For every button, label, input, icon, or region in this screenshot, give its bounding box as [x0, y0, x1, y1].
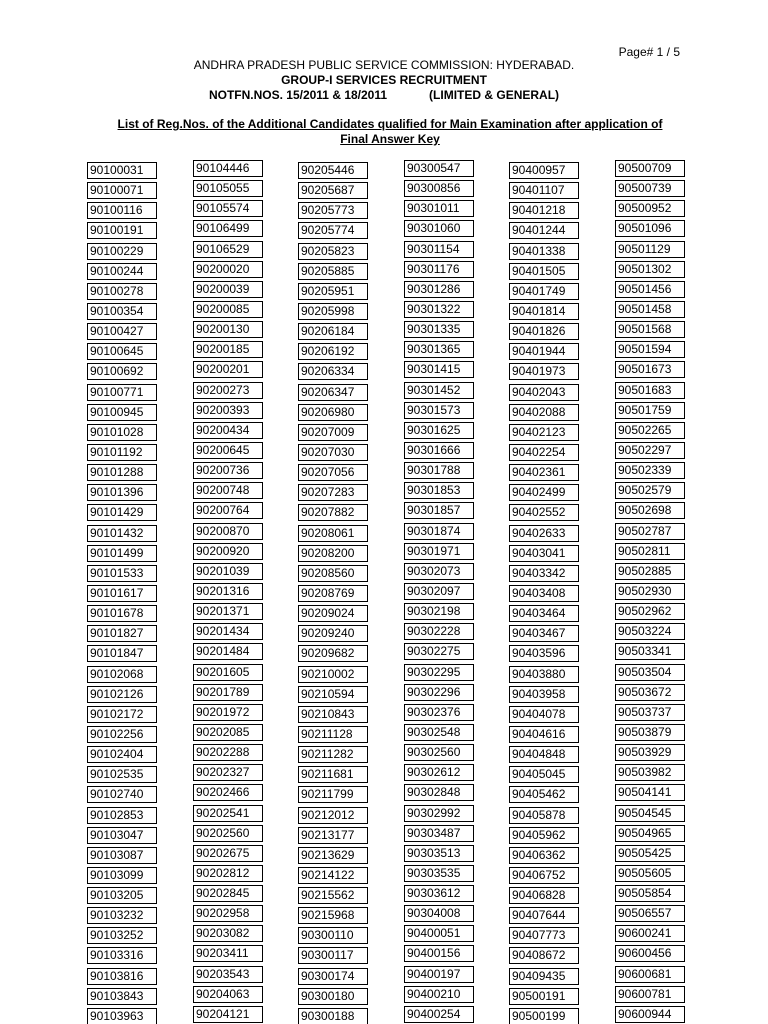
reg-number-cell: 90202541 [193, 805, 263, 822]
reg-number-cell: 90102740 [87, 786, 157, 803]
reg-number-cell: 90301573 [404, 402, 474, 419]
reg-number-cell: 90212012 [298, 807, 368, 824]
reg-number-cell: 90400197 [404, 966, 474, 983]
reg-number-cell: 90501096 [615, 220, 685, 237]
reg-number-cell: 90302612 [404, 764, 474, 781]
reg-number-cell: 90206192 [298, 343, 368, 360]
column-4 [404, 160, 474, 1024]
reg-number-cell: 90301971 [404, 543, 474, 560]
reg-number-cell: 90100354 [87, 303, 157, 320]
reg-number-cell: 90103252 [87, 927, 157, 944]
reg-number-cell: 90215562 [298, 887, 368, 904]
reg-number-cell: 90403958 [509, 686, 579, 703]
reg-number-cell: 90105055 [193, 180, 263, 197]
reg-number-cell: 90201484 [193, 643, 263, 660]
reg-number-cell: 90303487 [404, 825, 474, 842]
reg-number-cell: 90205885 [298, 263, 368, 280]
reg-number-cell: 90301625 [404, 422, 474, 439]
reg-number-cell: 90401505 [509, 263, 579, 280]
reg-number-cell: 90302275 [404, 643, 474, 660]
reg-number-cell: 90400957 [509, 162, 579, 179]
reg-number-cell: 90402552 [509, 504, 579, 521]
reg-number-cell: 90200273 [193, 382, 263, 399]
reg-number-cell: 90204121 [193, 1006, 263, 1023]
organization-name: ANDHRA PRADESH PUBLIC SERVICE COMMISSION: HYDERABAD. [193, 58, 575, 72]
reg-number-cell: 90503982 [615, 764, 685, 781]
reg-number-cell: 90600241 [615, 925, 685, 942]
reg-number-cell: 90505854 [615, 885, 685, 902]
reg-number-cell: 90204063 [193, 986, 263, 1003]
subtitle-line-2: Final Answer Key [340, 132, 440, 146]
notification-numbers: NOTFN.NOS. 15/2011 & 18/2011 [208, 88, 388, 102]
reg-number-cell: 90302376 [404, 704, 474, 721]
reg-number-cell: 90201316 [193, 583, 263, 600]
reg-number-cell: 90403880 [509, 666, 579, 683]
reg-number-cell: 90207030 [298, 444, 368, 461]
reg-number-cell: 90504141 [615, 784, 685, 801]
reg-number-cell: 90502339 [615, 462, 685, 479]
reg-number-cell: 90200039 [193, 281, 263, 298]
reg-number-cell: 90301788 [404, 462, 474, 479]
reg-number-cell: 90501673 [615, 361, 685, 378]
notification-category: (LIMITED & GENERAL) [429, 88, 560, 102]
reg-number-cell: 90301176 [404, 261, 474, 278]
reg-number-cell: 90500739 [615, 180, 685, 197]
column-2 [193, 160, 263, 1024]
reg-number-cell: 90506557 [615, 905, 685, 922]
reg-number-cell: 90205687 [298, 182, 368, 199]
reg-number-cell: 90301322 [404, 301, 474, 318]
reg-number-cell: 90101533 [87, 565, 157, 582]
reg-number-cell: 90406752 [509, 867, 579, 884]
reg-number-cell: 90200185 [193, 341, 263, 358]
reg-number-cell: 90101396 [87, 484, 157, 501]
reg-number-cell: 90403596 [509, 645, 579, 662]
reg-number-cell: 90102853 [87, 807, 157, 824]
column-3 [298, 162, 368, 1024]
reg-number-cell: 90202085 [193, 724, 263, 741]
reg-number-cell: 90502265 [615, 422, 685, 439]
reg-number-cell: 90503737 [615, 704, 685, 721]
reg-number-cell: 90200748 [193, 482, 263, 499]
reg-number-cell: 90207009 [298, 424, 368, 441]
reg-number-cell: 90402361 [509, 464, 579, 481]
reg-number-cell: 90206184 [298, 323, 368, 340]
reg-number-cell: 90404078 [509, 706, 579, 723]
reg-number-cell: 90404616 [509, 726, 579, 743]
reg-number-cell: 90409435 [509, 968, 579, 985]
reg-number-cell: 90211128 [298, 726, 368, 743]
notification-line [0, 88, 768, 103]
reg-number-cell: 90501458 [615, 301, 685, 318]
reg-number-cell: 90501683 [615, 382, 685, 399]
reg-number-cell: 90101192 [87, 444, 157, 461]
reg-number-cell: 90600944 [615, 1006, 685, 1023]
reg-number-cell: 90303535 [404, 865, 474, 882]
reg-number-cell: 90505605 [615, 865, 685, 882]
recruitment-title: GROUP-I SERVICES RECRUITMENT [281, 73, 487, 87]
reg-number-cell: 90103047 [87, 827, 157, 844]
reg-number-cell: 90205998 [298, 303, 368, 320]
reg-number-cell: 90301154 [404, 241, 474, 258]
reg-number-cell: 90405462 [509, 786, 579, 803]
reg-number-cell: 90102172 [87, 706, 157, 723]
reg-number-cell: 90209240 [298, 625, 368, 642]
reg-number-cell: 90505425 [615, 845, 685, 862]
reg-number-cell: 90206347 [298, 384, 368, 401]
list-subtitle [90, 117, 690, 147]
reg-number-cell: 90408672 [509, 947, 579, 964]
reg-number-cell: 90103099 [87, 867, 157, 884]
reg-number-cell: 90501759 [615, 402, 685, 419]
reg-number-cell: 90301286 [404, 281, 474, 298]
reg-number-cell: 90205773 [298, 202, 368, 219]
reg-number-cell: 90401944 [509, 343, 579, 360]
reg-number-cell: 90100244 [87, 263, 157, 280]
reg-number-cell: 90301452 [404, 382, 474, 399]
reg-number-cell: 90600681 [615, 966, 685, 983]
page-number: Page# 1 / 5 [618, 45, 680, 59]
reg-number-cell: 90502698 [615, 502, 685, 519]
reg-number-cell: 90100031 [87, 162, 157, 179]
reg-number-cell: 90401814 [509, 303, 579, 320]
reg-number-cell: 90202812 [193, 865, 263, 882]
reg-number-cell: 90200645 [193, 442, 263, 459]
reg-number-cell: 90301060 [404, 220, 474, 237]
reg-number-cell: 90209024 [298, 605, 368, 622]
reg-number-cell: 90103843 [87, 988, 157, 1005]
column-1 [87, 162, 157, 1024]
reg-number-cell: 90102535 [87, 766, 157, 783]
reg-number-cell: 90401218 [509, 202, 579, 219]
document-header [0, 58, 768, 103]
reg-number-cell: 90300110 [298, 927, 368, 944]
reg-number-cell: 90502962 [615, 603, 685, 620]
reg-number-cell: 90403342 [509, 565, 579, 582]
reg-number-cell: 90301874 [404, 523, 474, 540]
reg-number-cell: 90403464 [509, 605, 579, 622]
reg-number-cell: 90401749 [509, 283, 579, 300]
reg-number-cell: 90400210 [404, 986, 474, 1003]
reg-number-cell: 90200434 [193, 422, 263, 439]
reg-number-cell: 90203082 [193, 925, 263, 942]
reg-number-cell: 90502811 [615, 543, 685, 560]
reg-number-cell: 90200020 [193, 261, 263, 278]
reg-number-cell: 90103232 [87, 907, 157, 924]
reg-number-cell: 90503672 [615, 684, 685, 701]
reg-number-cell: 90101288 [87, 464, 157, 481]
reg-number-cell: 90405045 [509, 766, 579, 783]
reg-number-cell: 90215968 [298, 907, 368, 924]
reg-number-cell: 90402254 [509, 444, 579, 461]
reg-number-cell: 90211799 [298, 786, 368, 803]
reg-number-cell: 90100771 [87, 384, 157, 401]
reg-number-cell: 90503341 [615, 643, 685, 660]
reg-number-cell: 90202845 [193, 885, 263, 902]
reg-number-cell: 90201972 [193, 704, 263, 721]
subtitle-line-1: List of Reg.Nos. of the Additional Candidates qualified for Main Examination after application of [117, 117, 663, 131]
reg-number-cell: 90202958 [193, 905, 263, 922]
reg-number-cell: 90202560 [193, 825, 263, 842]
reg-number-cell: 90200393 [193, 402, 263, 419]
reg-number-cell: 90402123 [509, 424, 579, 441]
column-5 [509, 162, 579, 1024]
reg-number-cell: 90101429 [87, 504, 157, 521]
reg-number-cell: 90303513 [404, 845, 474, 862]
reg-number-cell: 90101827 [87, 625, 157, 642]
reg-number-cell: 90504545 [615, 805, 685, 822]
reg-number-cell: 90100427 [87, 323, 157, 340]
reg-number-cell: 90403408 [509, 585, 579, 602]
reg-number-cell: 90100071 [87, 182, 157, 199]
reg-number-cell: 90600456 [615, 945, 685, 962]
reg-number-cell: 90106499 [193, 220, 263, 237]
reg-number-cell: 90100191 [87, 222, 157, 239]
reg-number-cell: 90211681 [298, 766, 368, 783]
reg-number-cell: 90102256 [87, 726, 157, 743]
reg-number-cell: 90205823 [298, 243, 368, 260]
reg-number-cell: 90208200 [298, 545, 368, 562]
reg-number-cell: 90101847 [87, 645, 157, 662]
reg-number-cell: 90301857 [404, 502, 474, 519]
reg-number-cell: 90503504 [615, 664, 685, 681]
reg-number-cell: 90202466 [193, 784, 263, 801]
reg-number-cell: 90500191 [509, 988, 579, 1005]
reg-number-cell: 90503929 [615, 744, 685, 761]
reg-number-cell: 90500709 [615, 160, 685, 177]
reg-number-cell: 90504965 [615, 825, 685, 842]
reg-number-cell: 90502930 [615, 583, 685, 600]
reg-number-cell: 90500199 [509, 1008, 579, 1024]
reg-number-cell: 90205774 [298, 222, 368, 239]
reg-number-cell: 90501594 [615, 341, 685, 358]
reg-number-cell: 90203543 [193, 966, 263, 983]
reg-number-cell: 90500952 [615, 200, 685, 217]
reg-number-cell: 90102126 [87, 686, 157, 703]
reg-number-cell: 90101432 [87, 525, 157, 542]
registration-number-table [87, 162, 687, 1024]
reg-number-cell: 90404848 [509, 746, 579, 763]
reg-number-cell: 90100116 [87, 202, 157, 219]
reg-number-cell: 90100229 [87, 243, 157, 260]
reg-number-cell: 90302848 [404, 784, 474, 801]
reg-number-cell: 90403467 [509, 625, 579, 642]
reg-number-cell: 90401826 [509, 323, 579, 340]
reg-number-cell: 90208061 [298, 525, 368, 542]
reg-number-cell: 90407644 [509, 907, 579, 924]
reg-number-cell: 90402633 [509, 525, 579, 542]
reg-number-cell: 90300188 [298, 1008, 368, 1024]
reg-number-cell: 90102404 [87, 746, 157, 763]
reg-number-cell: 90302560 [404, 744, 474, 761]
reg-number-cell: 90401107 [509, 182, 579, 199]
reg-number-cell: 90302296 [404, 684, 474, 701]
reg-number-cell: 90103205 [87, 887, 157, 904]
reg-number-cell: 90207882 [298, 504, 368, 521]
reg-number-cell: 90103087 [87, 847, 157, 864]
reg-number-cell: 90210843 [298, 706, 368, 723]
reg-number-cell: 90301853 [404, 482, 474, 499]
reg-number-cell: 90302073 [404, 563, 474, 580]
reg-number-cell: 90206980 [298, 404, 368, 421]
reg-number-cell: 90101617 [87, 585, 157, 602]
reg-number-cell: 90213629 [298, 847, 368, 864]
reg-number-cell: 90300856 [404, 180, 474, 197]
reg-number-cell: 90501302 [615, 261, 685, 278]
reg-number-cell: 90501568 [615, 321, 685, 338]
reg-number-cell: 90402088 [509, 404, 579, 421]
reg-number-cell: 90200736 [193, 462, 263, 479]
reg-number-cell: 90205446 [298, 162, 368, 179]
reg-number-cell: 90302295 [404, 664, 474, 681]
reg-number-cell: 90103316 [87, 947, 157, 964]
reg-number-cell: 90302198 [404, 603, 474, 620]
reg-number-cell: 90100645 [87, 343, 157, 360]
reg-number-cell: 90406828 [509, 887, 579, 904]
reg-number-cell: 90200920 [193, 543, 263, 560]
reg-number-cell: 90502787 [615, 523, 685, 540]
reg-number-cell: 90303612 [404, 885, 474, 902]
reg-number-cell: 90100278 [87, 283, 157, 300]
reg-number-cell: 90301335 [404, 321, 474, 338]
reg-number-cell: 90200764 [193, 502, 263, 519]
reg-number-cell: 90208560 [298, 565, 368, 582]
reg-number-cell: 90301415 [404, 361, 474, 378]
reg-number-cell: 90101499 [87, 545, 157, 562]
reg-number-cell: 90300174 [298, 968, 368, 985]
reg-number-cell: 90214122 [298, 867, 368, 884]
reg-number-cell: 90101678 [87, 605, 157, 622]
reg-number-cell: 90200130 [193, 321, 263, 338]
reg-number-cell: 90101028 [87, 424, 157, 441]
reg-number-cell: 90210594 [298, 686, 368, 703]
reg-number-cell: 90304008 [404, 905, 474, 922]
reg-number-cell: 90211282 [298, 746, 368, 763]
reg-number-cell: 90209682 [298, 645, 368, 662]
reg-number-cell: 90203411 [193, 945, 263, 962]
reg-number-cell: 90503879 [615, 724, 685, 741]
reg-number-cell: 90401244 [509, 222, 579, 239]
reg-number-cell: 90406362 [509, 847, 579, 864]
reg-number-cell: 90502579 [615, 482, 685, 499]
reg-number-cell: 90104446 [193, 160, 263, 177]
reg-number-cell: 90300547 [404, 160, 474, 177]
reg-number-cell: 90301011 [404, 200, 474, 217]
reg-number-cell: 90300117 [298, 947, 368, 964]
reg-number-cell: 90201039 [193, 563, 263, 580]
reg-number-cell: 90201371 [193, 603, 263, 620]
reg-number-cell: 90502885 [615, 563, 685, 580]
reg-number-cell: 90202288 [193, 744, 263, 761]
reg-number-cell: 90400051 [404, 925, 474, 942]
reg-number-cell: 90302548 [404, 724, 474, 741]
reg-number-cell: 90102068 [87, 666, 157, 683]
reg-number-cell: 90401338 [509, 243, 579, 260]
reg-number-cell: 90201434 [193, 623, 263, 640]
reg-number-cell: 90207056 [298, 464, 368, 481]
reg-number-cell: 90402499 [509, 484, 579, 501]
reg-number-cell: 90201789 [193, 684, 263, 701]
reg-number-cell: 90600781 [615, 986, 685, 1003]
reg-number-cell: 90202675 [193, 845, 263, 862]
reg-number-cell: 90106529 [193, 241, 263, 258]
reg-number-cell: 90200085 [193, 301, 263, 318]
reg-number-cell: 90100692 [87, 363, 157, 380]
reg-number-cell: 90301666 [404, 442, 474, 459]
reg-number-cell: 90405962 [509, 827, 579, 844]
reg-number-cell: 90407773 [509, 927, 579, 944]
reg-number-cell: 90403041 [509, 545, 579, 562]
reg-number-cell: 90302228 [404, 623, 474, 640]
reg-number-cell: 90103816 [87, 968, 157, 985]
reg-number-cell: 90200870 [193, 523, 263, 540]
reg-number-cell: 90400156 [404, 945, 474, 962]
reg-number-cell: 90302992 [404, 805, 474, 822]
reg-number-cell: 90405878 [509, 807, 579, 824]
reg-number-cell: 90208769 [298, 585, 368, 602]
reg-number-cell: 90501456 [615, 281, 685, 298]
reg-number-cell: 90213177 [298, 827, 368, 844]
reg-number-cell: 90202327 [193, 764, 263, 781]
reg-number-cell: 90207283 [298, 484, 368, 501]
reg-number-cell: 90302097 [404, 583, 474, 600]
reg-number-cell: 90502297 [615, 442, 685, 459]
reg-number-cell: 90200201 [193, 361, 263, 378]
reg-number-cell: 90206334 [298, 363, 368, 380]
column-6 [615, 160, 685, 1024]
reg-number-cell: 90301365 [404, 341, 474, 358]
reg-number-cell: 90105574 [193, 200, 263, 217]
reg-number-cell: 90205951 [298, 283, 368, 300]
reg-number-cell: 90300180 [298, 988, 368, 1005]
reg-number-cell: 90201605 [193, 664, 263, 681]
reg-number-cell: 90400254 [404, 1006, 474, 1023]
reg-number-cell: 90402043 [509, 384, 579, 401]
reg-number-cell: 90503224 [615, 623, 685, 640]
reg-number-cell: 90501129 [615, 241, 685, 258]
reg-number-cell: 90100945 [87, 404, 157, 421]
reg-number-cell: 90103963 [87, 1008, 157, 1024]
reg-number-cell: 90210002 [298, 666, 368, 683]
reg-number-cell: 90401973 [509, 363, 579, 380]
